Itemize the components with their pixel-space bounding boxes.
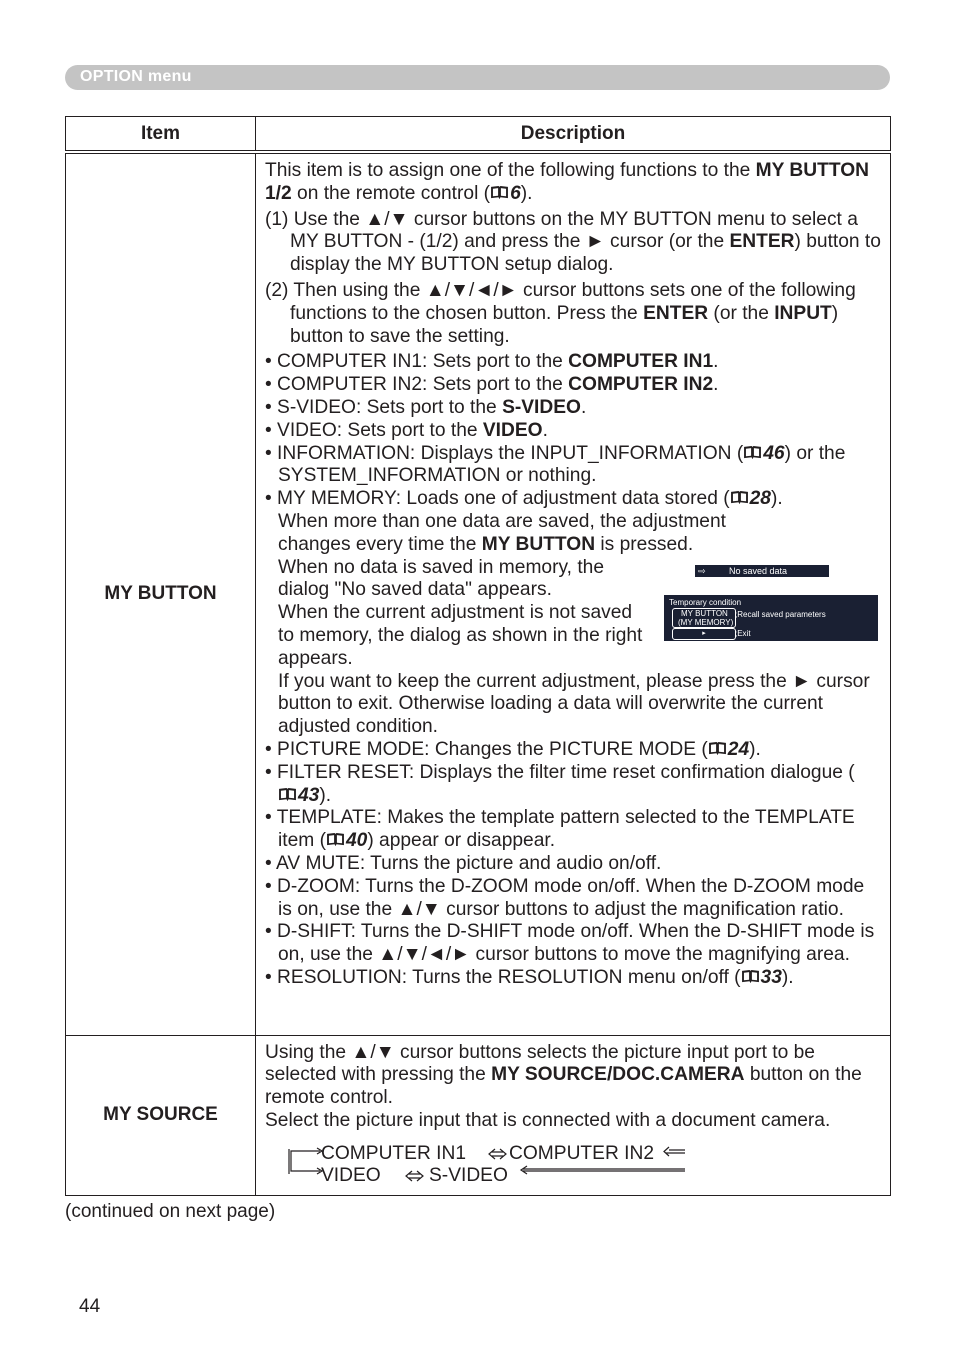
step-2: (2) Then using the ▲/▼/◄/► cursor buttons sets one of the following functions to the chosen button. Press the ENTER (or the INPUT) button to save the setting. — [265, 279, 856, 347]
list-item: • AV MUTE: Turns the picture and audio on/off. — [265, 852, 662, 874]
temporary-condition-dialog — [664, 595, 878, 641]
list-item: • PICTURE MODE: Changes the PICTURE MODE ( 24). — [265, 738, 761, 760]
computer-in1-label: COMPUTER IN1 — [321, 1142, 466, 1164]
page-reference[interactable]: 6 — [490, 183, 521, 204]
book-icon — [278, 787, 297, 802]
book-icon — [490, 185, 509, 200]
page-reference[interactable]: 24 — [708, 739, 749, 760]
input-cycle-diagram — [265, 1141, 882, 1189]
table-header-row — [66, 117, 891, 153]
description-my-source — [256, 1035, 891, 1195]
memory-note-1: When more than one data are saved, the adjustment changes every time the MY BUTTON is pressed. — [278, 510, 726, 555]
item-my-button: MY BUTTON — [66, 152, 256, 1035]
list-item: • S-VIDEO: Sets port to the S-VIDEO. — [265, 396, 587, 418]
memory-note-4: If you want to keep the current adjustment, please press the ► cursor button to exit. Otherwise loading a data will overwrite the current adjusted condition. — [278, 670, 870, 738]
memory-dialogs-block — [265, 557, 882, 739]
description-my-button — [256, 152, 891, 1035]
list-item: • COMPUTER IN2: Sets port to the COMPUTER IN2. — [265, 374, 719, 396]
option-menu-table — [65, 116, 891, 1196]
list-item: • TEMPLATE: Makes the template pattern selected to the TEMPLATE item ( 40) appear or disappear. — [265, 807, 855, 852]
book-icon — [708, 741, 727, 756]
no-saved-data-text: No saved data — [729, 565, 788, 576]
list-item: • COMPUTER IN1: Sets port to the COMPUTER IN1. — [265, 351, 719, 373]
dialog-my-button: MY BUTTON — [681, 608, 728, 618]
book-icon — [741, 969, 760, 984]
dialog-exit: ;Exit — [735, 628, 751, 638]
video-label: VIDEO — [321, 1164, 381, 1186]
dialog-my-memory: (MY MEMORY) — [678, 617, 734, 627]
page-number: 44 — [79, 1296, 101, 1317]
table-row — [66, 1035, 891, 1195]
computer-in2-label: COMPUTER IN2 — [509, 1142, 654, 1164]
my-memory-details — [265, 511, 758, 557]
dialog-recall: ;Recall saved parameters — [735, 609, 826, 619]
column-header-item: Item — [66, 117, 256, 153]
list-item: • D-ZOOM: Turns the D-ZOOM mode on/off. When the D-ZOOM mode is on, use the ▲/▼ cursor buttons to adjust the magnification ratio. — [265, 875, 865, 920]
s-video-label: S-VIDEO — [429, 1164, 508, 1186]
column-header-description: Description — [256, 117, 891, 153]
table-row — [66, 152, 891, 1035]
no-saved-data-dialog — [695, 565, 829, 577]
book-icon — [326, 832, 345, 847]
memory-note-2: When no data is saved in memory, the dialog "No saved data" appears. — [278, 556, 604, 601]
list-item: • FILTER RESET: Displays the filter time reset confirmation dialogue (43). — [265, 761, 855, 806]
my-source-paragraph-2: Select the picture input that is connected with a document camera. — [265, 1109, 831, 1131]
book-icon — [743, 445, 762, 460]
list-item: • VIDEO: Sets port to the VIDEO. — [265, 419, 548, 441]
page-reference[interactable]: 33 — [741, 967, 782, 988]
section-label: OPTION menu — [80, 68, 192, 85]
section-header-bar — [65, 65, 890, 90]
page-reference[interactable]: 28 — [730, 488, 771, 509]
page-reference[interactable]: 40 — [326, 830, 367, 851]
page-reference[interactable]: 46 — [743, 443, 784, 464]
my-source-paragraph-1: Using the ▲/▼ cursor buttons selects the picture input port to be selected with pressing the MY SOURCE/DOC.CAMERA button on the remote control. — [265, 1041, 862, 1109]
intro-paragraph: This item is to assign one of the following functions to the MY BUTTON 1/2 on the remote control ( 6). — [265, 160, 869, 204]
memory-note-3: When the current adjustment is not saved to memory, the dialog as shown in the right appears. — [278, 602, 643, 669]
dialog-title: Temporary condition — [669, 597, 742, 607]
list-item: • MY MEMORY: Loads one of adjustment data stored ( 28). — [265, 488, 783, 510]
book-icon — [730, 490, 749, 505]
list-item: • INFORMATION: Displays the INPUT_INFORMATION ( 46) or the SYSTEM_INFORMATION or nothing. — [265, 442, 846, 487]
step-1: (1) Use the ▲/▼ cursor buttons on the MY BUTTON menu to select a MY BUTTON - (1/2) and press the ► cursor (or the ENTER) button to display the MY BUTTON setup dialog. — [265, 208, 881, 276]
enter-arrow-icon: ⇨ — [698, 565, 706, 576]
list-item: • D-SHIFT: Turns the D-SHIFT mode on/off. When the D-SHIFT mode is on, use the ▲/▼/◄/► cursor buttons to move the magnifying area. — [265, 921, 875, 966]
list-item: • RESOLUTION: Turns the RESOLUTION menu on/off ( 33). — [265, 966, 794, 988]
page-reference[interactable]: 43 — [278, 785, 319, 806]
continued-note: (continued on next page) — [65, 1201, 276, 1222]
right-arrow-icon: ▸ — [672, 628, 736, 640]
item-my-source: MY SOURCE — [66, 1035, 256, 1195]
